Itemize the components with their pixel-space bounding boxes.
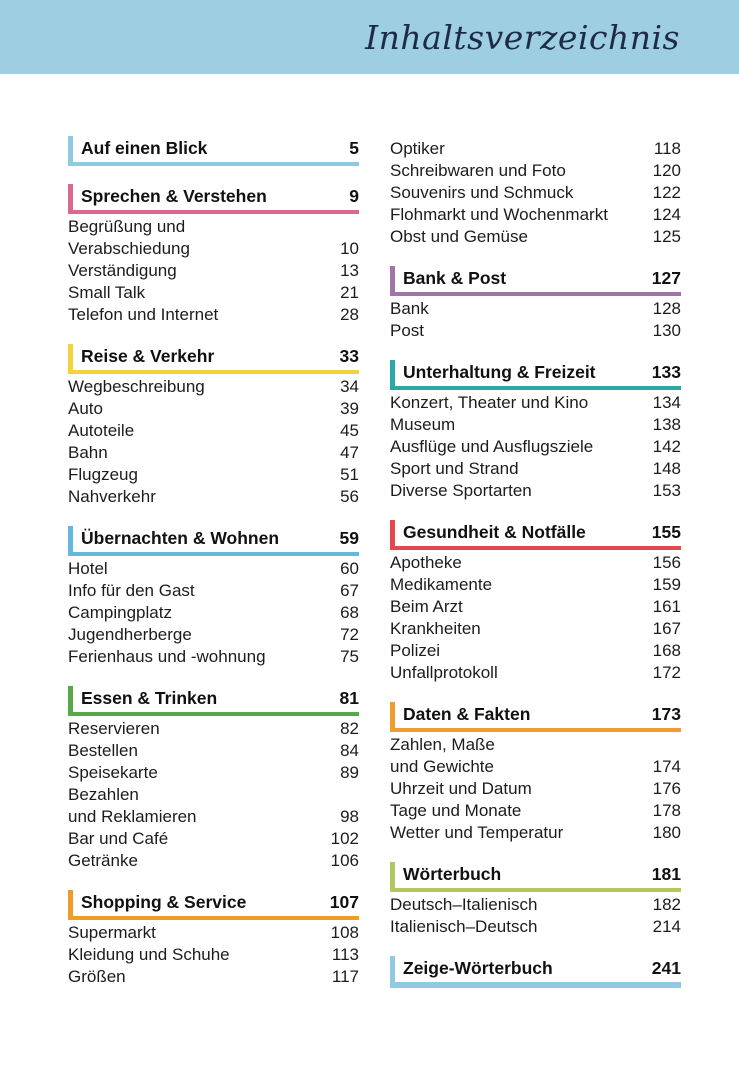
page-header-band xyxy=(0,0,739,74)
toc-entry xyxy=(68,464,359,486)
toc-entry xyxy=(390,392,681,414)
toc-entry xyxy=(390,574,681,596)
entry-page-number: 122 xyxy=(652,183,681,202)
toc-section xyxy=(390,862,681,938)
section-header xyxy=(390,956,681,988)
toc-section xyxy=(68,344,359,508)
entry-page-number: 67 xyxy=(340,581,359,600)
section-header xyxy=(390,266,681,296)
entry-label: Verständigung xyxy=(68,261,177,280)
entry-label: Optiker xyxy=(390,139,445,158)
entry-label: Autoteile xyxy=(68,421,135,440)
entry-page-number: 10 xyxy=(340,239,359,258)
toc-section xyxy=(68,136,359,166)
toc-entry xyxy=(68,420,359,442)
section-header xyxy=(68,686,359,716)
entry-label: und Gewichte xyxy=(390,757,494,776)
entry-page-number: 28 xyxy=(340,305,359,324)
page-title: Inhaltsverzeichnis xyxy=(365,17,680,57)
section-page-number: 173 xyxy=(651,704,681,724)
entry-page-number: 102 xyxy=(330,829,359,848)
toc-entry xyxy=(390,414,681,436)
toc-entry xyxy=(68,282,359,304)
section-header xyxy=(390,862,681,892)
section-entries xyxy=(68,556,359,668)
entry-label: Medikamente xyxy=(390,575,493,594)
entry-page-number: 106 xyxy=(330,851,359,870)
entry-label: Verabschiedung xyxy=(68,239,190,258)
toc-entry xyxy=(68,304,359,326)
toc-section xyxy=(390,520,681,684)
entry-page-number: 182 xyxy=(652,895,681,914)
entry-page-number: 56 xyxy=(340,487,359,506)
section-entries xyxy=(390,296,681,342)
toc-entry xyxy=(390,552,681,574)
entry-label: und Reklamieren xyxy=(68,807,197,826)
entry-page-number: 120 xyxy=(652,161,681,180)
entry-label: Speisekarte xyxy=(68,763,158,782)
entry-page-number: 98 xyxy=(340,807,359,826)
entry-page-number: 113 xyxy=(331,945,359,964)
entry-label: Post xyxy=(390,321,425,340)
section-title: Wörterbuch xyxy=(403,864,502,884)
section-page-number: 33 xyxy=(339,346,359,366)
entry-page-number: 75 xyxy=(340,647,359,666)
entry-label: Bar und Café xyxy=(68,829,169,848)
entry-label: Krankheiten xyxy=(390,619,481,638)
toc-entry xyxy=(390,916,681,938)
toc-entry xyxy=(68,602,359,624)
section-title: Bank & Post xyxy=(403,268,507,288)
section-header xyxy=(390,702,681,732)
section-title: Zeige-Wörterbuch xyxy=(403,958,553,978)
toc-entry xyxy=(68,966,359,988)
entry-label: Small Talk xyxy=(68,283,146,302)
entry-page-number: 68 xyxy=(340,603,359,622)
entry-label: Ferienhaus und -wohnung xyxy=(68,647,266,666)
section-entries xyxy=(390,136,681,248)
entry-label: Telefon und Internet xyxy=(68,305,219,324)
toc-columns xyxy=(0,74,739,1006)
toc-entry xyxy=(390,138,681,160)
section-entries xyxy=(390,732,681,844)
toc-entry xyxy=(390,734,681,756)
toc-entry xyxy=(390,778,681,800)
entry-page-number: 21 xyxy=(340,283,359,302)
toc-entry xyxy=(390,640,681,662)
section-header xyxy=(68,136,359,166)
entry-label: Hotel xyxy=(68,559,108,578)
entry-label: Bestellen xyxy=(68,741,138,760)
toc-entry xyxy=(68,580,359,602)
toc-entry xyxy=(390,822,681,844)
toc-entry xyxy=(68,442,359,464)
toc-entry xyxy=(390,298,681,320)
section-title: Sprechen & Verstehen xyxy=(81,186,267,206)
toc-column-right xyxy=(390,136,681,1006)
entry-label: Ausflüge und Ausflugsziele xyxy=(390,437,594,456)
entry-page-number: 180 xyxy=(652,823,681,842)
entry-label: Auto xyxy=(68,399,103,418)
toc-entry xyxy=(390,160,681,182)
entry-page-number: 117 xyxy=(331,967,359,986)
toc-entry xyxy=(68,238,359,260)
toc-entry xyxy=(68,806,359,828)
section-header xyxy=(68,184,359,214)
entry-page-number: 13 xyxy=(340,261,359,280)
entry-label: Getränke xyxy=(68,851,138,870)
toc-entry xyxy=(390,204,681,226)
toc-entry xyxy=(390,618,681,640)
section-header xyxy=(68,526,359,556)
toc-section xyxy=(68,526,359,668)
entry-label: Obst und Gemüse xyxy=(390,227,528,246)
entry-label: Supermarkt xyxy=(68,923,156,942)
toc-entry xyxy=(68,944,359,966)
section-entries xyxy=(68,214,359,326)
entry-label: Italienisch–Deutsch xyxy=(390,917,538,936)
entry-label: Jugendherberge xyxy=(68,625,192,644)
section-title: Unterhaltung & Freizeit xyxy=(403,362,596,382)
toc-section xyxy=(390,136,681,248)
entry-label: Wetter und Temperatur xyxy=(390,823,564,842)
entry-page-number: 156 xyxy=(652,553,681,572)
section-title: Übernachten & Wohnen xyxy=(81,528,280,548)
toc-section xyxy=(68,184,359,326)
toc-section xyxy=(68,686,359,872)
entry-label: Flohmarkt und Wochenmarkt xyxy=(390,205,608,224)
entry-page-number: 82 xyxy=(340,719,359,738)
entry-page-number: 130 xyxy=(652,321,681,340)
entry-page-number: 148 xyxy=(652,459,681,478)
section-title: Reise & Verkehr xyxy=(81,346,215,366)
entry-label: Kleidung und Schuhe xyxy=(68,945,230,964)
entry-page-number: 172 xyxy=(652,663,681,682)
section-page-number: 155 xyxy=(651,522,681,542)
entry-label: Zahlen, Maße xyxy=(390,735,495,754)
section-page-number: 5 xyxy=(349,138,359,158)
entry-page-number: 134 xyxy=(652,393,681,412)
entry-page-number: 84 xyxy=(340,741,359,760)
section-page-number: 107 xyxy=(329,892,359,912)
toc-entry xyxy=(390,480,681,502)
toc-entry xyxy=(68,486,359,508)
toc-entry xyxy=(390,182,681,204)
entry-label: Unfallprotokoll xyxy=(390,663,498,682)
toc-entry xyxy=(390,458,681,480)
entry-label: Konzert, Theater und Kino xyxy=(390,393,589,412)
entry-page-number: 176 xyxy=(652,779,681,798)
entry-page-number: 214 xyxy=(652,917,681,936)
entry-label: Nahverkehr xyxy=(68,487,156,506)
section-entries xyxy=(390,892,681,938)
section-title: Gesundheit & Notfälle xyxy=(403,522,586,542)
toc-entry xyxy=(68,762,359,784)
toc-entry xyxy=(390,596,681,618)
entry-page-number: 118 xyxy=(653,139,681,158)
entry-label: Tage und Monate xyxy=(390,801,522,820)
entry-page-number: 168 xyxy=(652,641,681,660)
entry-label: Flugzeug xyxy=(68,465,138,484)
section-header xyxy=(68,890,359,920)
entry-label: Diverse Sportarten xyxy=(390,481,532,500)
toc-entry xyxy=(68,624,359,646)
entry-label: Uhrzeit und Datum xyxy=(390,779,532,798)
section-entries xyxy=(68,374,359,508)
entry-page-number: 60 xyxy=(340,559,359,578)
toc-entry xyxy=(68,828,359,850)
toc-entry xyxy=(68,784,359,806)
entry-page-number: 153 xyxy=(652,481,681,500)
section-entries xyxy=(390,550,681,684)
entry-page-number: 128 xyxy=(652,299,681,318)
entry-page-number: 124 xyxy=(652,205,681,224)
toc-section xyxy=(390,360,681,502)
entry-page-number: 89 xyxy=(340,763,359,782)
entry-label: Bank xyxy=(390,299,429,318)
toc-entry xyxy=(390,226,681,248)
entry-label: Souvenirs und Schmuck xyxy=(390,183,574,202)
entry-page-number: 47 xyxy=(340,443,359,462)
entry-page-number: 167 xyxy=(652,619,681,638)
entry-page-number: 72 xyxy=(340,625,359,644)
entry-page-number: 174 xyxy=(652,757,681,776)
toc-entry xyxy=(68,260,359,282)
entry-label: Bezahlen xyxy=(68,785,139,804)
entry-label: Campingplatz xyxy=(68,603,172,622)
toc-entry xyxy=(390,894,681,916)
entry-label: Größen xyxy=(68,967,126,986)
toc-entry xyxy=(390,800,681,822)
toc-section xyxy=(390,702,681,844)
toc-entry xyxy=(390,662,681,684)
entry-page-number: 108 xyxy=(330,923,359,942)
toc-section xyxy=(68,890,359,988)
entry-label: Deutsch–Italienisch xyxy=(390,895,538,914)
entry-label: Bahn xyxy=(68,443,108,462)
toc-entry xyxy=(68,740,359,762)
section-title: Shopping & Service xyxy=(81,892,247,912)
entry-page-number: 34 xyxy=(340,377,359,396)
toc-entry xyxy=(68,922,359,944)
section-header xyxy=(68,344,359,374)
entry-label: Sport und Strand xyxy=(390,459,519,478)
entry-label: Museum xyxy=(390,415,456,434)
toc-entry xyxy=(68,376,359,398)
section-title: Essen & Trinken xyxy=(81,688,218,708)
toc-entry xyxy=(390,756,681,778)
entry-page-number: 39 xyxy=(340,399,359,418)
section-entries xyxy=(68,716,359,872)
toc-entry xyxy=(390,320,681,342)
section-page-number: 127 xyxy=(651,268,681,288)
entry-page-number: 45 xyxy=(340,421,359,440)
entry-page-number: 138 xyxy=(652,415,681,434)
section-title: Auf einen Blick xyxy=(81,138,208,158)
entry-label: Polizei xyxy=(390,641,441,660)
entry-page-number: 51 xyxy=(340,465,359,484)
toc-entry xyxy=(68,216,359,238)
section-page-number: 241 xyxy=(651,958,681,978)
section-entries xyxy=(390,390,681,502)
section-page-number: 181 xyxy=(651,864,681,884)
toc-entry xyxy=(68,718,359,740)
entry-page-number: 142 xyxy=(652,437,681,456)
toc-section xyxy=(390,266,681,342)
toc-column-left xyxy=(68,136,359,1006)
section-title: Daten & Fakten xyxy=(403,704,531,724)
section-page-number: 59 xyxy=(339,528,359,548)
entry-page-number: 178 xyxy=(652,801,681,820)
entry-page-number: 159 xyxy=(652,575,681,594)
toc-entry xyxy=(390,436,681,458)
section-page-number: 133 xyxy=(651,362,681,382)
toc-entry xyxy=(68,646,359,668)
entry-page-number: 125 xyxy=(652,227,681,246)
toc-entry xyxy=(68,398,359,420)
section-page-number: 81 xyxy=(339,688,359,708)
entry-label: Schreibwaren und Foto xyxy=(390,161,566,180)
entry-page-number: 161 xyxy=(652,597,681,616)
entry-label: Wegbeschreibung xyxy=(68,377,205,396)
entry-label: Begrüßung und xyxy=(68,217,186,236)
toc-entry xyxy=(68,850,359,872)
toc-entry xyxy=(68,558,359,580)
entry-label: Apotheke xyxy=(390,553,462,572)
section-header xyxy=(390,520,681,550)
entry-label: Info für den Gast xyxy=(68,581,195,600)
section-page-number: 9 xyxy=(349,186,359,206)
section-entries xyxy=(68,920,359,988)
toc-section xyxy=(390,956,681,988)
section-header xyxy=(390,360,681,390)
entry-label: Beim Arzt xyxy=(390,597,463,616)
entry-label: Reservieren xyxy=(68,719,160,738)
